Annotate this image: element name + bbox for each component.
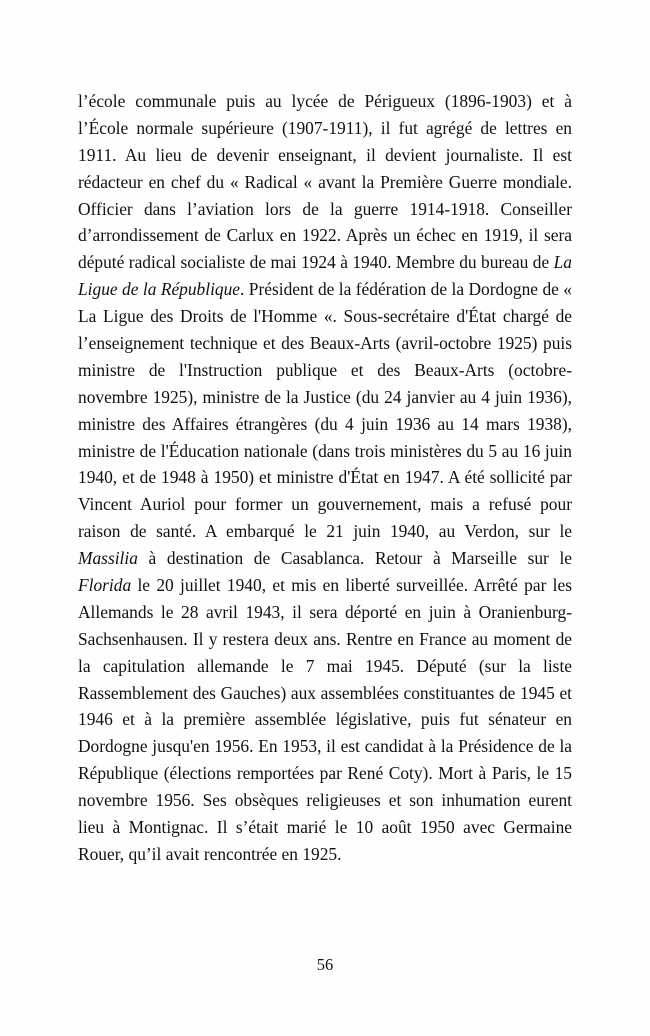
body-paragraph (78, 88, 572, 868)
italic-ship-florida: Florida (78, 575, 132, 596)
italic-title-ligue-republique: La Ligue de la République (78, 252, 572, 300)
page-number: 56 (316, 955, 334, 974)
text-segment-4: le 20 juillet 1940, et mis en liberté surveillée. Arrêté par les Allemands le 28 avril 1943, il sera déporté en juin à Oranienburg-Sachsenhausen. Il y restera deux ans. Rentre en France au moment de la capitulation allemande le 7 mai 1945. Député (sur la liste Rassemblement des Gauches) aux assemblées constituantes de 1945 et 1946 et à la première assemblée législative, puis fut sénateur en Dordogne jusqu'en 1956. En 1953, il est candidat à la Présidence de la République (élections remportées par René Coty). Mort à Paris, le 15 novembre 1956. Ses obsèques religieuses et son inhumation eurent lieu à Montignac. Il s’était marié le 10 août 1950 avec Germaine Rouer, qu’il avait rencontrée en 1925. (78, 575, 572, 864)
italic-ship-massilia: Massilia (78, 548, 138, 569)
text-segment-2: . Président de la fédération de la Dordogne de « La Ligue des Droits de l'Homme «. Sous-secrétaire d'État chargé de l’enseignement technique et des Beaux-Arts (avril-octobre 1925) puis ministre de l'Instruction publique et des Beaux-Arts (octobre-novembre 1925), ministre de la Justice (du 24 janvier au 4 juin 1936), ministre des Affaires étrangères (du 4 juin 1936 au 14 mars 1938), ministre de l'Éducation nationale (dans trois ministères du 5 au 16 juin 1940, et de 1948 à 1950) et ministre d'État en 1947. A été sollicité par Vincent Auriol pour former un gouvernement, mais a refusé pour raison de santé. A embarqué le 21 juin 1940, au Verdon, sur le (78, 279, 572, 542)
text-segment-3: à destination de Casablanca. Retour à Marseille sur le (137, 548, 572, 569)
text-segment-1: l’école communale puis au lycée de Périgueux (1896-1903) et à l’École normale supérieure (1907-1911), il fut agrégé de lettres en 1911. Au lieu de devenir enseignant, il devient journaliste. Il est rédacteur en chef du « Radical « avant la Première Guerre mondiale. Officier dans l’aviation lors de la guerre 1914-1918. Conseiller d’arrondissement de Carlux en 1922. Après un échec en 1919, il sera député radical socialiste de mai 1924 à 1940. Membre du bureau de (78, 91, 572, 273)
paragraph-text (78, 88, 572, 868)
